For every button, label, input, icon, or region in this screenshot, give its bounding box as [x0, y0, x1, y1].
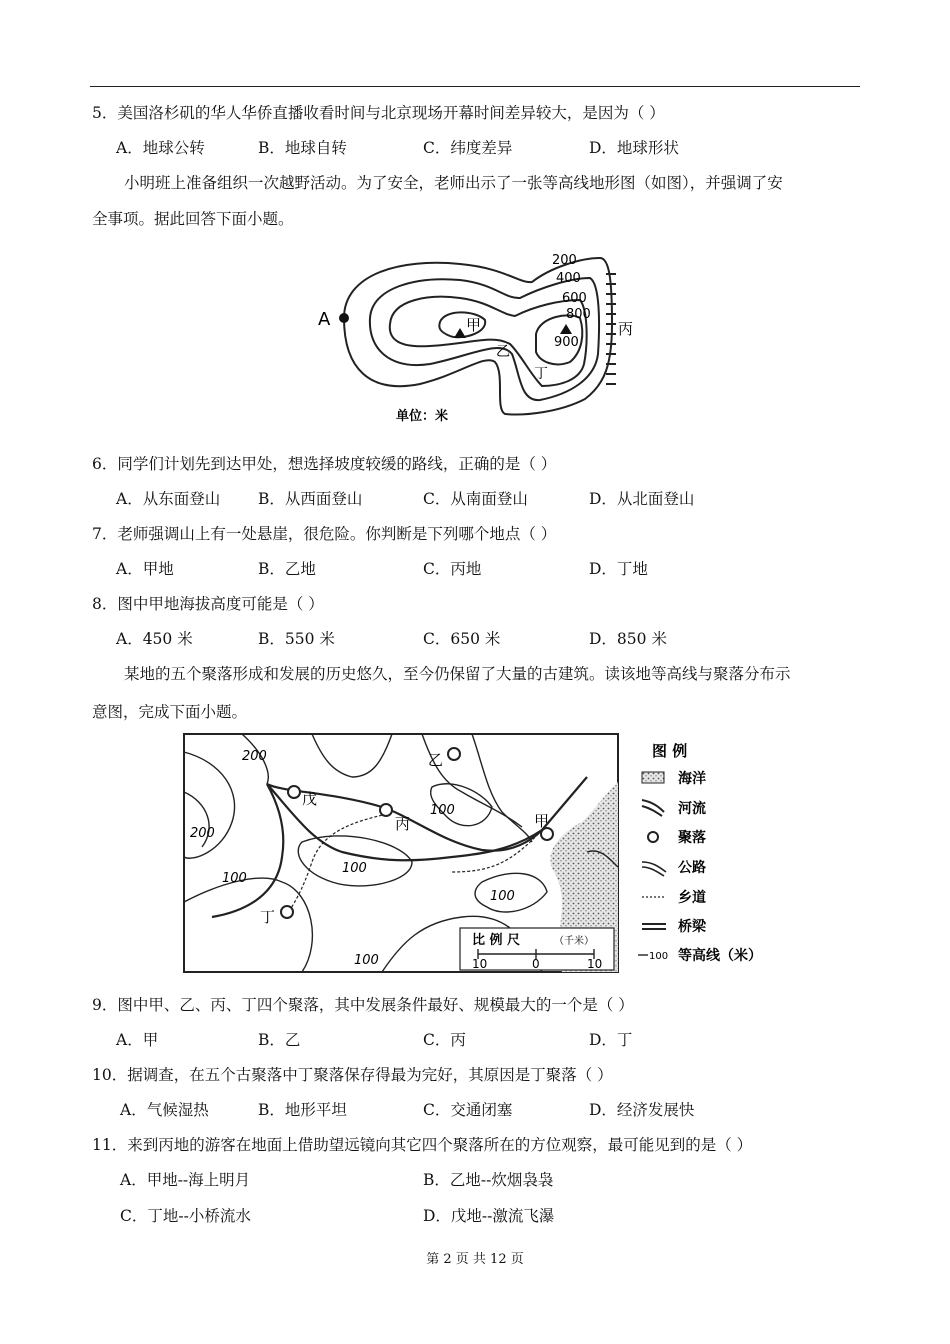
- q5-stem: 5．美国洛杉矶的华人华侨直播收看时间与北京现场开幕时间差异较大，是因为（ ）: [92, 104, 665, 122]
- contour-label-400: 400: [556, 271, 581, 286]
- label-yi-2: 乙: [428, 751, 444, 769]
- intro1-line2: 全事项。据此回答下面小题。: [92, 210, 294, 228]
- legend-village-road: 乡道: [678, 890, 706, 906]
- label-a: A: [318, 309, 331, 330]
- label-yi: 乙: [496, 344, 510, 360]
- page-footer: 第 2 页 共 12 页: [426, 1252, 524, 1267]
- scale-tick-right: 10: [587, 957, 603, 971]
- contour-label-900: 900: [554, 335, 579, 350]
- q9-option-b: B．乙: [258, 1031, 301, 1049]
- contour-label-200-left: 200: [190, 826, 215, 841]
- q11-option-b: B．乙地--炊烟袅袅: [423, 1171, 554, 1189]
- q6-option-a: A．从东面登山: [116, 490, 221, 508]
- q6-option-c: C．从南面登山: [423, 490, 528, 508]
- q9-option-c: C．丙: [423, 1031, 466, 1049]
- settlement-map-2: [182, 732, 772, 976]
- header-rule: [90, 86, 860, 87]
- q11-option-a: A．甲地--海上明月: [120, 1171, 251, 1189]
- label-jia-2: 甲: [534, 812, 550, 830]
- label-ding: 丁: [534, 366, 548, 382]
- contour-map-1: [300, 244, 640, 430]
- map1-unit: 单位：米: [396, 409, 449, 424]
- q7-stem: 7．老师强调山上有一处悬崖，很危险。你判断是下列哪个地点（ ）: [92, 525, 557, 543]
- legend-sea-swatch: [642, 772, 664, 783]
- legend-settlement-icon: [648, 832, 658, 842]
- legend-contour: 等高线（米）: [678, 948, 762, 964]
- contour-label-200-top: 200: [242, 749, 267, 764]
- contour-label-600: 600: [562, 291, 587, 306]
- legend-bridge-icon: [642, 924, 666, 929]
- settlement-ding: [281, 906, 293, 918]
- q9-option-d: D．丁: [589, 1031, 633, 1049]
- q8-option-a: A．450 米: [116, 630, 193, 648]
- legend-road: 公路: [678, 860, 706, 876]
- q6-stem: 6．同学们计划先到达甲处，想选择坡度较缓的路线，正确的是（ ）: [92, 455, 557, 473]
- q11-stem: 11．来到丙地的游客在地面上借助望远镜向其它四个聚落所在的方位观察，最可能见到的是（ ）: [92, 1136, 753, 1154]
- q10-stem: 10．据调查，在五个古聚落中丁聚落保存得最为完好，其原因是丁聚落（ ）: [92, 1066, 613, 1084]
- legend-bridge: 桥梁: [678, 919, 706, 935]
- q5-option-a: A．地球公转: [116, 139, 205, 157]
- contour-label-100-a: 100: [430, 803, 455, 818]
- q7-option-c: C．丙地: [423, 560, 482, 578]
- legend-settlement: 聚落: [678, 830, 706, 846]
- intro2-line2: 意图，完成下面小题。: [92, 703, 248, 721]
- legend-contour-sample: 100: [649, 951, 669, 962]
- settlement-yi: [448, 748, 460, 760]
- contour-label-100-b: 100: [342, 861, 367, 876]
- q8-stem: 8．图中甲地海拔高度可能是（ ）: [92, 595, 324, 613]
- q9-stem: 9．图中甲、乙、丙、丁四个聚落，其中发展条件最好、规模最大的一个是（ ）: [92, 996, 634, 1014]
- q10-option-c: C．交通闭塞: [423, 1101, 513, 1119]
- contour-label-800: 800: [566, 307, 591, 322]
- legend-road-icon: [642, 862, 666, 876]
- label-ding-2: 丁: [260, 908, 276, 926]
- contour-label-100-c: 100: [222, 871, 247, 886]
- q8-option-c: C．650 米: [423, 630, 501, 648]
- label-bing: 丙: [618, 320, 634, 338]
- q6-option-d: D．从北面登山: [589, 490, 695, 508]
- label-bing-2: 丙: [395, 815, 411, 833]
- scale-tick-zero: 0: [532, 957, 540, 971]
- scale-label: 比 例 尺: [472, 933, 521, 948]
- point-a-marker: [339, 313, 349, 323]
- settlement-bing: [380, 804, 392, 816]
- q10-option-b: B．地形平坦: [258, 1101, 347, 1119]
- q7-option-d: D．丁地: [589, 560, 648, 578]
- q10-option-d: D．经济发展快: [589, 1101, 695, 1119]
- legend-river-icon: [642, 800, 664, 816]
- scale-tick-left: 10: [472, 957, 488, 971]
- q7-option-a: A．甲地: [116, 560, 174, 578]
- label-jia: 甲: [466, 316, 482, 334]
- legend-sea: 海洋: [678, 771, 706, 787]
- legend-title: 图 例: [652, 742, 688, 760]
- q5-option-d: D．地球形状: [589, 139, 679, 157]
- legend-river: 河流: [678, 801, 706, 817]
- q8-option-d: D．850 米: [589, 630, 667, 648]
- q5-option-c: C．纬度差异: [423, 139, 513, 157]
- q6-option-b: B．从西面登山: [258, 490, 363, 508]
- contour-label-100-e: 100: [354, 953, 379, 968]
- intro1-line1: 小明班上准备组织一次越野活动。为了安全，老师出示了一张等高线地形图（如图），并强调了安: [124, 174, 783, 192]
- q8-option-b: B．550 米: [258, 630, 335, 648]
- peak-jia-triangle: [454, 328, 466, 338]
- q10-option-a: A．气候湿热: [120, 1101, 209, 1119]
- label-wu: 戊: [302, 790, 318, 808]
- settlement-wu: [288, 786, 300, 798]
- q7-option-b: B．乙地: [258, 560, 316, 578]
- q11-option-d: D．戊地--激流飞瀑: [423, 1207, 555, 1225]
- contour-label-100-d: 100: [490, 889, 515, 904]
- intro2-line1: 某地的五个聚落形成和发展的历史悠久，至今仍保留了大量的古建筑。读该地等高线与聚落分布示: [124, 665, 791, 683]
- peak-900-triangle: [560, 324, 572, 334]
- q11-option-c: C．丁地--小桥流水: [120, 1207, 251, 1225]
- q9-option-a: A．甲: [116, 1031, 159, 1049]
- scale-unit: （千米）: [554, 936, 594, 947]
- q5-option-b: B．地球自转: [258, 139, 347, 157]
- contour-label-200: 200: [552, 253, 577, 268]
